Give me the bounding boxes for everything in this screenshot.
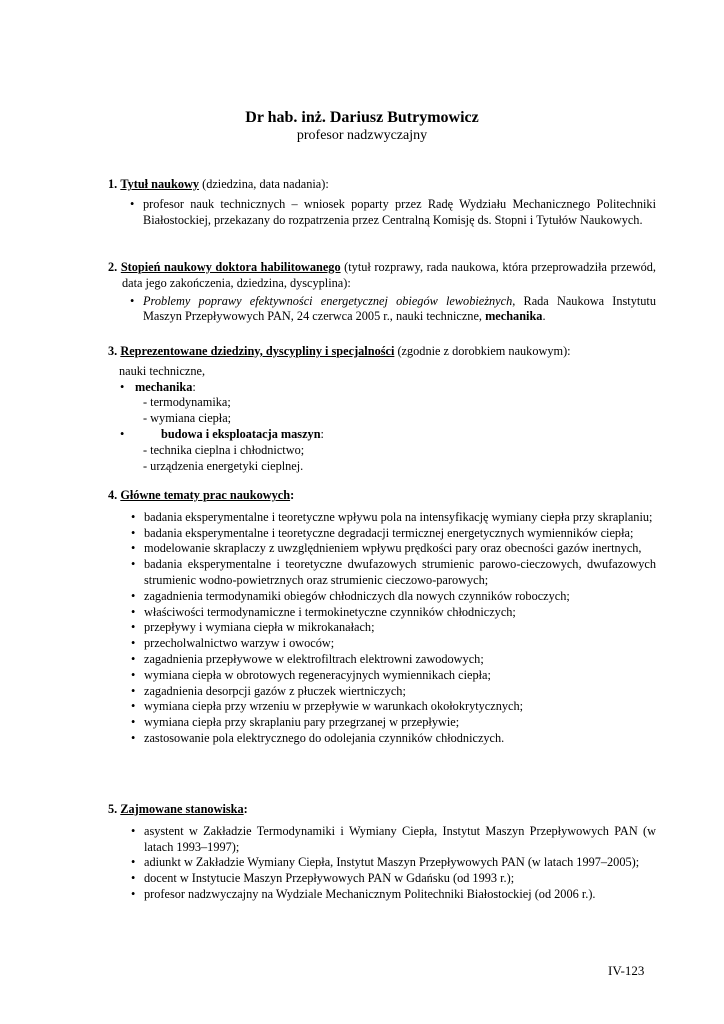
- section-heading-key: Reprezentowane dziedziny, dyscypliny i specjalności: [120, 344, 395, 358]
- list-item: • asystent w Zakładzie Termodynamiki i Wymiany Ciepła, Instytut Maszyn Przepływowych PAN (w latach 1993–1997);: [108, 824, 656, 856]
- section-heading-note: (dziedzina, data nadania):: [199, 177, 329, 191]
- page-title: Dr hab. inż. Dariusz Butrymowicz: [245, 109, 479, 126]
- section-heading: [108, 802, 656, 818]
- list-item: • badania eksperymentalne i teoretyczne wpływu pola na intensyfikację wymiany ciepła przy skraplaniu;: [108, 510, 656, 526]
- list-item: • wymiana ciepła przy wrzeniu w przepływie w warunkach okołokrytycznych;: [108, 699, 656, 715]
- section-heading-colon: :: [243, 802, 248, 816]
- academic-position: profesor nadzwyczajny: [296, 128, 428, 143]
- list-item: • profesor nadzwyczajny na Wydziale Mechanicznym Politechniki Białostockiej (od 2006 r.).: [108, 887, 656, 903]
- section-heading: [108, 177, 656, 193]
- discipline-item: • mechanika:: [108, 380, 656, 396]
- section-heading-key: Tytuł naukowy: [120, 177, 200, 191]
- list-item: • przepływy i wymiana ciepła w mikrokanałach;: [108, 620, 656, 636]
- discipline-item: • budowa i eksploatacja maszyn:: [108, 427, 656, 443]
- section-heading: [108, 488, 656, 504]
- list-item: • wymiana ciepła przy skraplaniu pary przegrzanej w przepływie;: [108, 715, 656, 731]
- specialty-item: - termodynamika;: [143, 395, 231, 410]
- section-heading-key: Zajmowane stanowiska: [120, 802, 244, 816]
- section-disciplines: [108, 344, 656, 474]
- discipline-name: mechanika: [135, 379, 193, 394]
- section-heading-note: (zgodnie z dorobkiem naukowym):: [394, 344, 571, 358]
- list-item: • modelowanie skraplaczy z uwzględnieniem wpływu prędkości pary oraz obecności gazów inertnych,: [108, 541, 656, 557]
- thesis-end: .: [542, 309, 546, 324]
- discipline-name: budowa i eksploatacja maszyn: [161, 426, 321, 441]
- section-heading: [108, 260, 656, 292]
- list-item: • adiunkt w Zakładzie Wymiany Ciepła, Instytut Maszyn Przepływowych PAN (w latach 1997–2005);: [108, 855, 656, 871]
- list-item: • badania eksperymentalne i teoretyczne degradacji termicznej energetycznych wymienników ciepła;: [108, 526, 656, 542]
- list-item: • badania eksperymentalne i teoretyczne dwufazowych strumienic parowo-cieczowych, dwufazowych strumienic wodno-powietrznych oraz strumienic cieczowo-parowych;: [108, 557, 656, 589]
- section-heading-note: (tytuł rozprawy, rada naukowa, która przeprowadziła przewód, data jego zakończenia, dziedzina, dyscyplina):: [122, 260, 656, 290]
- list-item: • zagadnienia przepływowe w elektrofiltrach elektrowni zawodowych;: [108, 652, 656, 668]
- list-item: • zagadnienia desorpcji gazów z płuczek wiertniczych;: [108, 684, 656, 700]
- specialty-item: - technika cieplna i chłodnictwo;: [143, 442, 305, 457]
- section-heading: [108, 344, 656, 360]
- section-number: 5.: [108, 802, 118, 816]
- section-research-topics: [108, 488, 656, 747]
- section-number: 4.: [108, 488, 118, 502]
- list-item: [108, 294, 656, 326]
- thesis-field: mechanika: [485, 309, 543, 324]
- specialty-item: - urządzenia energetyki cieplnej.: [143, 458, 304, 473]
- section-habilitation: [108, 260, 656, 325]
- specialty-item: - wymiana ciepła;: [143, 411, 232, 426]
- section-number: 2.: [108, 260, 118, 274]
- list-item: • właściwości termodynamiczne i termokinetyczne czynników chłodniczych;: [108, 605, 656, 621]
- list-item: • docent w Instytucie Maszyn Przepływowych PAN w Gdańsku (od 1993 r.);: [108, 871, 656, 887]
- thesis-details: , Rada Naukowa Instytutu Maszyn Przepływowych PAN, 24 czerwca 2005 r., nauki techniczne,: [143, 293, 656, 324]
- section-positions: [108, 802, 656, 903]
- list-item: • przecholwalnictwo warzyw i owoców;: [108, 636, 656, 652]
- list-item: • zastosowanie pola elektrycznego do odolejania czynników chłodniczych.: [108, 731, 656, 747]
- list-item: • zagadnienia termodynamiki obiegów chłodniczych dla nowych czynników roboczych;: [108, 589, 656, 605]
- list-item: • profesor nauk technicznych – wniosek poparty przez Radę Wydziału Mechanicznego Politechniki Białostockiej, przekazany do rozpatrzenia przez Centralną Komisję ds. Stopni i Tytułów Naukowych.: [108, 197, 656, 229]
- domain-label: nauki techniczne,: [119, 363, 206, 378]
- section-heading-key: Główne tematy prac naukowych: [120, 488, 291, 502]
- page-number: IV-123: [608, 963, 645, 978]
- section-number: 3.: [108, 344, 118, 358]
- section-number: 1.: [108, 177, 118, 191]
- list-item: • wymiana ciepła w obrotowych regeneracyjnych wymiennikach ciepła;: [108, 668, 656, 684]
- section-heading-colon: :: [290, 488, 295, 502]
- section-academic-title: [108, 177, 656, 228]
- thesis-title: Problemy poprawy efektywności energetycznej obiegów lewobieżnych: [143, 293, 513, 308]
- section-heading-key: Stopień naukowy doktora habilitowanego: [120, 260, 341, 274]
